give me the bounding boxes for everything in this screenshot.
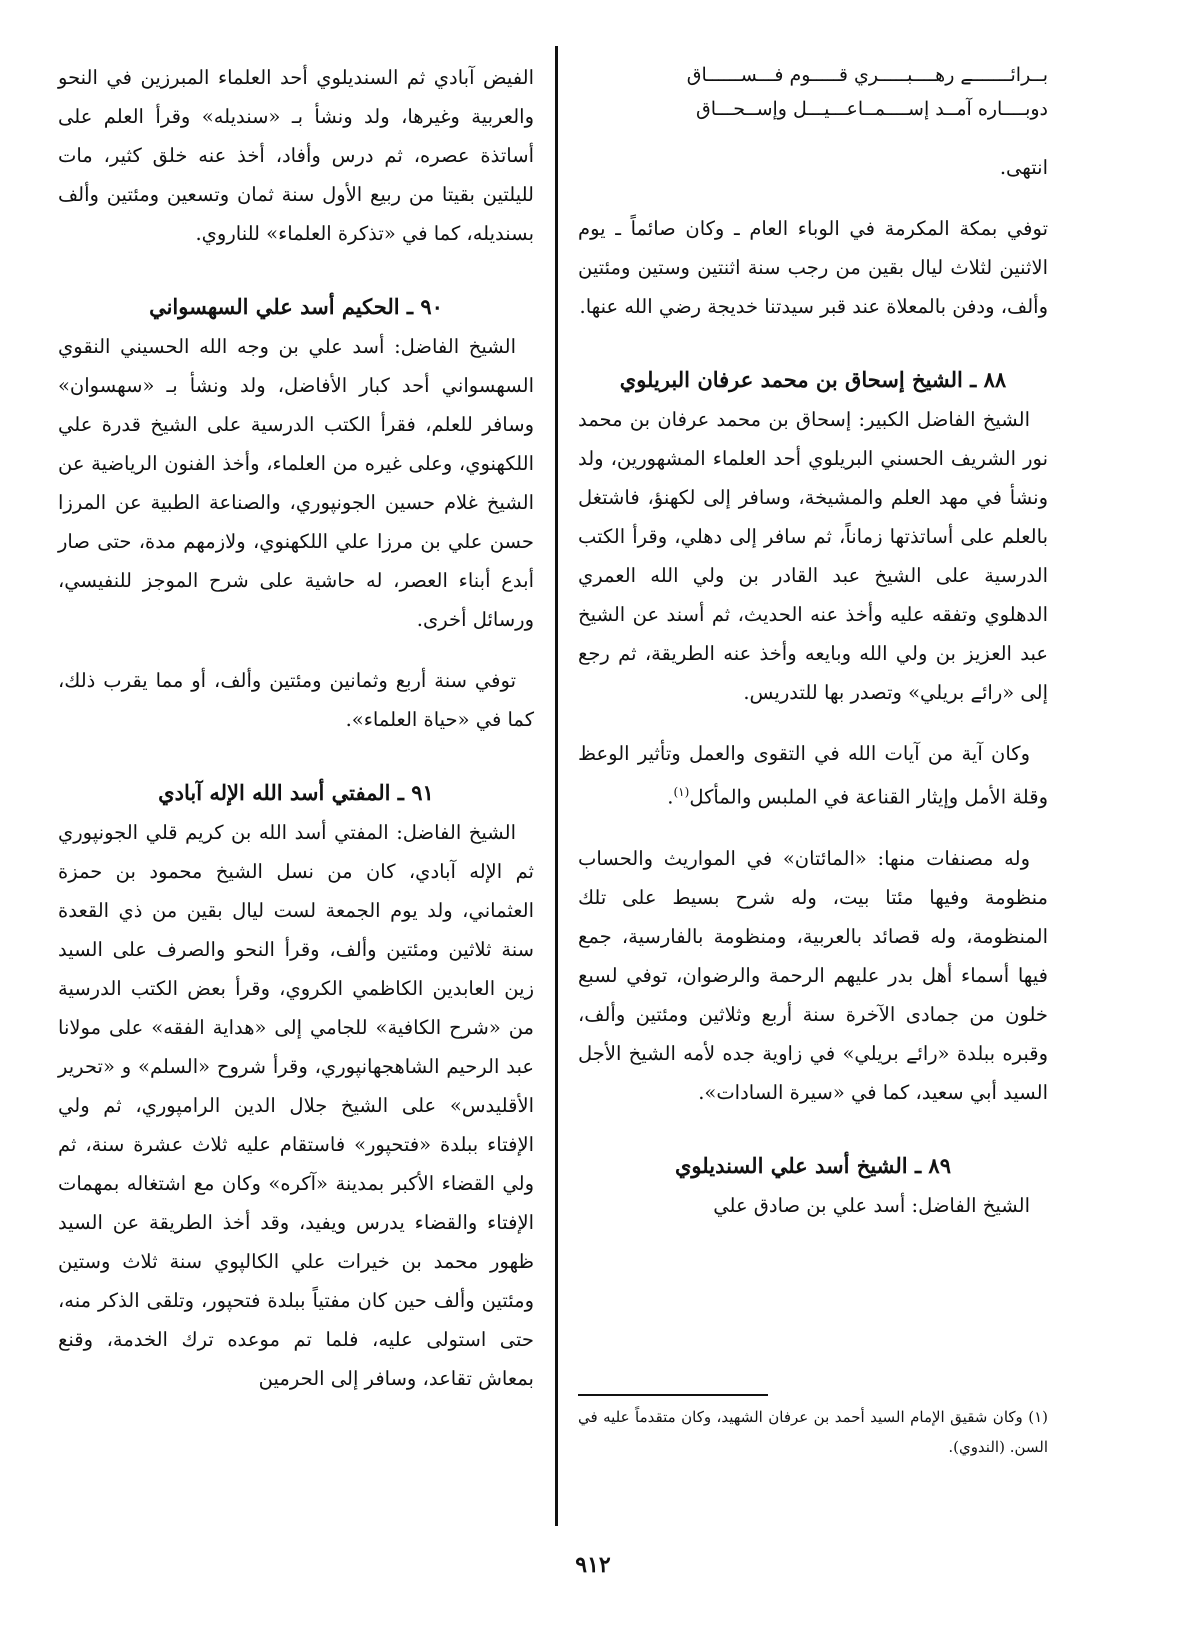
entry-heading-90: ٩٠ ـ الحكيم أسد علي السهسواني: [149, 294, 443, 319]
entry-heading-89: ٨٩ ـ الشيخ أسد علي السنديلوي: [675, 1152, 951, 1178]
verse-line-2: دوبــــاره آمــد إســــمــاعـــيـــل وإســحـــاق: [695, 98, 1048, 120]
entry-89-paragraph-start: الشيخ الفاضل: أسد علي بن صادق علي: [713, 1193, 1030, 1217]
page-number: ٩١٢: [575, 1552, 611, 1578]
entry-89-paragraph-cont: الفيض آبادي ثم السنديلوي أحد العلماء المبرزين في النحو والعربية وغيرها، ولد ونشأ بـ «سنديله» وقرأ العلم على أساتذة عصره، ثم درس وأفاد، أخذ عنه خلق كثير، مات لليلتين بقيتا من ربيع الأول سنة ثمان وتسعين ومئتين وألف بسنديله، كما في «تذكرة العلماء» للناروي.: [58, 66, 534, 245]
entry-88-paragraph-3: وله مصنفات منها: «المائتان» في المواريث والحساب منظومة وفيها مئتا بيت، وله شرح بسيط على تلك المنظومة، وله قصائد بالعربية، ومنظومة بالفارسية، جمع فيها أسماء أهل بدر عليهم الرحمة والرضوان، توفي لسبع خلون من جمادى الآخرة سنة أربع وثلاثين ومئتين وألف، وقبره ببلدة «رائے بريلي» في زاوية جده لأمه الشيخ الأجل السيد أبي سعيد، كما في «سيرة السادات».: [578, 846, 1048, 1104]
footnote-ref: (١): [673, 785, 690, 799]
entry-88-paragraph-1: الشيخ الفاضل الكبير: إسحاق بن محمد عرفان بن محمد نور الشريف الحسني البريلوي أحد العلماء المشهورين، ولد ونشأ في مهد العلم والمشيخة، وسافر إلى لكهنؤ، فاشتغل بالعلم على أساتذتها زماناً، ثم سافر إلى دهلي، وقرأ الكتب الدرسية على الشيخ عبد القادر بن ولي الله العمري الدهلوي وتفقه عليه وأخذ عنه الحديث، ثم أسند عن الشيخ عبد العزيز بن ولي الله وبايعه وأخذ عنه الطريقة، ثم رجع إلى «رائے بريلي» وتصدر بها للتدريس.: [578, 408, 1048, 704]
entry-88-paragraph-2: وكان آية من آيات الله في التقوى والعمل وتأثير الوعظ وقلة الأمل وإيثار القناعة في الملبس والمأكل$^{(١)}$.: [578, 742, 1048, 809]
entry-heading-91: ٩١ ـ المفتي أسد الله الإله آبادي: [158, 780, 434, 805]
intaha-text: انتهى.: [999, 156, 1048, 179]
entry-90-paragraph-2: توفي سنة أربع وثمانين ومئتين وألف، أو مما يقرب ذلك، كما في «حياة العلماء».: [58, 669, 534, 731]
entry-90-paragraph-1: الشيخ الفاضل: أسد علي بن وجه الله الحسيني النقوي السهسواني أحد كبار الأفاضل، ولد ونشأ بـ «سهسوان» وسافر للعلم، فقرأ الكتب الدرسية على الشيخ قدرة علي اللكهنوي، وعلى غيره من العلماء، وأخذ الفنون الرياضية عن الشيخ غلام حسين الجونپوري، والصناعة الطبية عن المرزا حسن علي بن مرزا علي اللكهنوي، ولازمهم مدة، حتى صار أبدع أبناء العصر، له حاشية على شرح الموجز للنفيسي، ورسائل أخرى.: [58, 335, 534, 631]
death-paragraph: توفي بمكة المكرمة في الوباء العام ـ وكان صائماً ـ يوم الاثنين لثلاث ليال بقين من رجب سنة اثنتين وستين ومئتين وألف، ودفن بالمعلاة عند قبر سيدتنا خديجة رضي الله عنها.: [578, 217, 1048, 318]
left-column: [58, 58, 534, 1398]
entry-88-paragraph-2-text: وكان آية من آيات الله في التقوى والعمل وتأثير الوعظ وقلة الأمل وإيثار القناعة في الملبس والمأكل: [578, 742, 1048, 809]
verse-line-1: بــرائـــــــے رهــــبـــــري قـــــوم فـــســــــاق: [686, 64, 1048, 86]
entry-heading-88: ٨٨ ـ الشيخ إسحاق بن محمد عرفان البريلوي: [619, 367, 1007, 392]
entry-91-paragraph: الشيخ الفاضل: المفتي أسد الله بن كريم قلي الجونپوري ثم الإله آبادي، كان من نسل الشيخ محمود بن حمزة العثماني، ولد يوم الجمعة لست ليال بقين من ذي القعدة سنة ثلاثين ومئتين وألف، وقرأ النحو والصرف على السيد زين العابدين الكاظمي الكروي، وقرأ بعض الكتب الدرسية من «شرح الكافية» للجامي إلى «هداية الفقه» على مولانا عبد الرحيم الشاهجهانپوري، وقرأ شروح «السلم» و «تحرير الأقليدس» على الشيخ جلال الدين الرامپوري، ثم ولي الإفتاء ببلدة «فتحپور» فاستقام عليه ثلاث عشرة سنة، ثم ولي القضاء الأكبر بمدينة «آكره» وكان مع اشتغاله بمهمات الإفتاء والقضاء يدرس ويفيد، وقد أخذ الطريقة عن السيد ظهور محمد بن خيرات علي الكالپوي سنة ثلاث وستين ومئتين وألف حين كان مفتياً ببلدة فتحپور، وتلقى الذكر منه، حتى استولى عليه، فلما تم موعده ترك الخدمة، وقنع بمعاش تقاعد، وسافر إلى الحرمين: [58, 821, 534, 1390]
column-divider: [555, 46, 558, 1526]
footnote-area: [578, 1380, 1048, 1462]
footnote-text: (١) وكان شقيق الإمام السيد أحمد بن عرفان الشهيد، وكان متقدماً عليه في السن. (الندوي).: [578, 1408, 1048, 1456]
right-column: [578, 58, 1048, 1225]
footnote-rule: [578, 1394, 768, 1396]
